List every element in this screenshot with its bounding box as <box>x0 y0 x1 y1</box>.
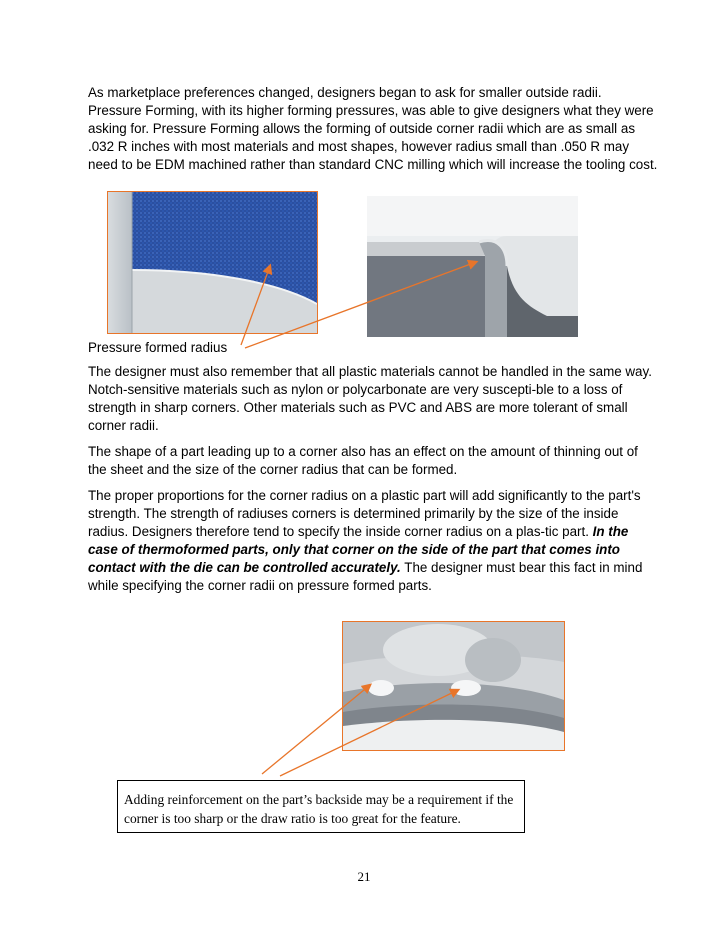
photo-grey-corner-radius <box>367 196 578 337</box>
page-number: 21 <box>357 869 371 884</box>
photo-blue-textured-part <box>107 191 318 334</box>
paragraph-materials: The designer must also remember that all plastic materials cannot be handled in the same way. Notch-sensitive materials such as nylon or polycarbonate are very suscepti-ble to a loss of strength in sharp corners. Other materials such as PVC and ABS are more tolerant of small corner radii. <box>88 364 652 433</box>
emphasis-thermoformed-note: In the case of thermoformed parts, only that corner on the side of the part that comes into contact with the die can be controlled accurately. <box>88 524 629 575</box>
paragraph-outside-radii: As marketplace preferences changed, designers began to ask for smaller outside radii. Pressure Forming, with its higher forming pressures, was able to give designers what they were asking for. Pressure Forming allows the forming of outside corner radii which are as small as .032 R inches with most materials and most shapes, however radius small than .050 R may need to be EDM machined rather than standard CNC milling which will increase the tooling cost. <box>88 85 658 172</box>
reinforcement-note-box: Adding reinforcement on the part’s backside may be a requirement if the corner is too sharp or the draw ratio is too great for the feature. <box>117 780 525 833</box>
paragraph-corner-proportions <box>88 487 658 595</box>
paragraph-corner-proportions-end: The designer must bear this fact in mind while specifying the corner radii on pressure formed parts. <box>88 560 643 593</box>
paragraph-part-shape: The shape of a part leading up to a corner also has an effect on the amount of thinning out of the sheet and the size of the corner radius that can be formed. <box>88 444 638 477</box>
photo-reinforced-part <box>342 621 565 751</box>
paragraph-corner-proportions-text: The proper proportions for the corner radius on a plastic part will add significantly to the part's strength. The strength of radiuses corners is determined primarily by the size of the inside radius. Designers therefore tend to specify the inside corner radius on a plas-tic part. <box>88 488 641 539</box>
photo-caption: Pressure formed radius <box>88 340 228 355</box>
